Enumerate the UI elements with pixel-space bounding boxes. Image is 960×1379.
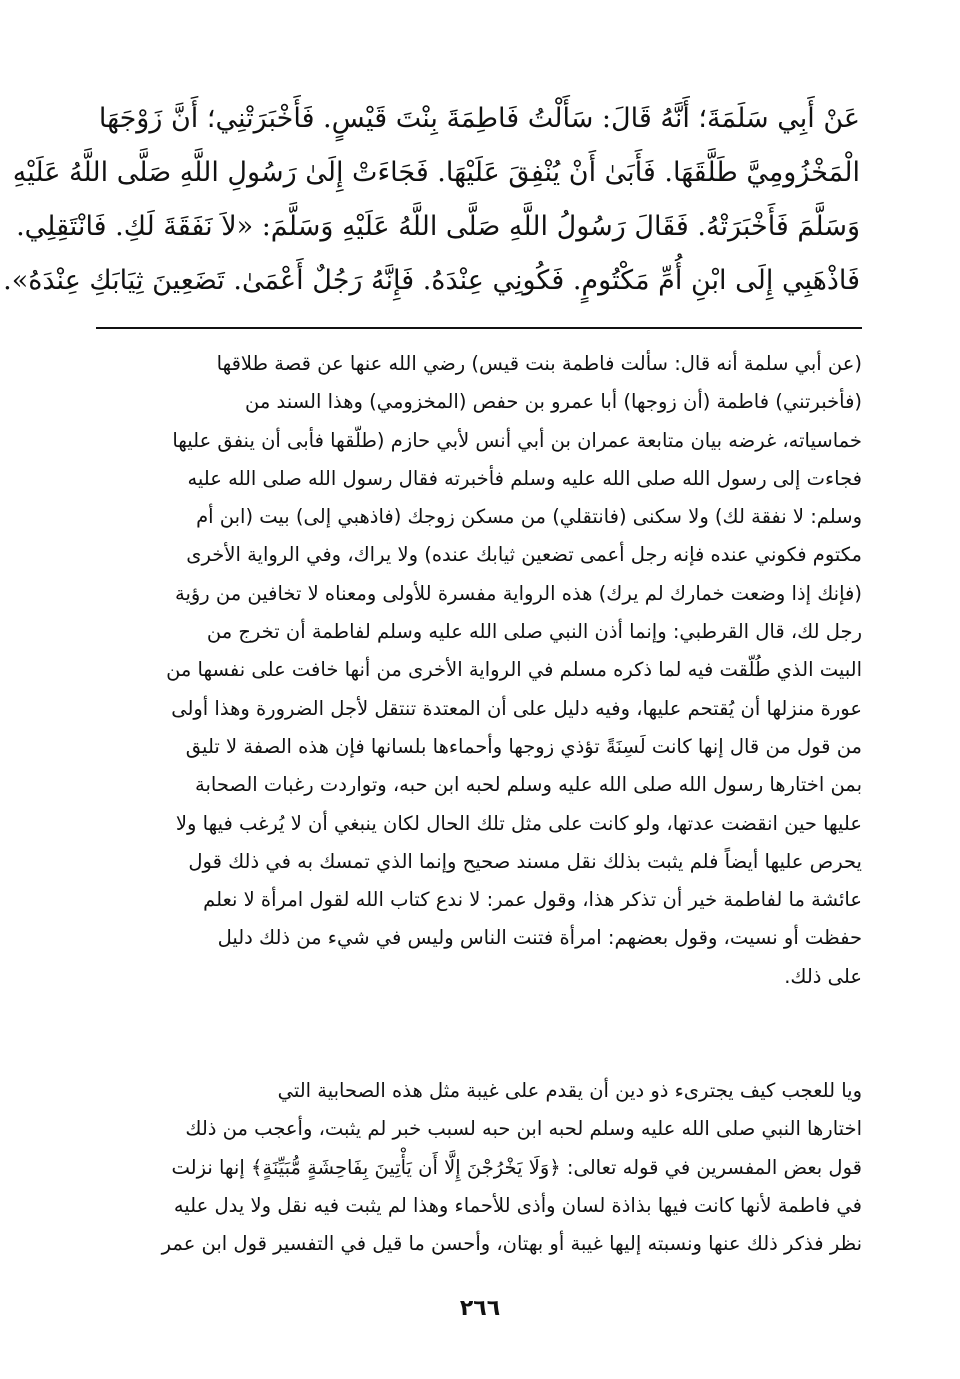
- page-number: ٢٦٦: [459, 1296, 501, 1321]
- commentary-line: من قول من قال إنها كانت لَسِنَةً تؤذي زوجها وأحماءها بلسانها فإن هذه الصفة لا تليق: [185, 734, 862, 758]
- commentary-line: مكتوم فكوني عنده فإنه رجل أعمى تضعين ثيابك عنده) ولا يراك، وفي الرواية الأخرى: [186, 543, 862, 567]
- hadith-line: وَسَلَّمَ فَأَخْبَرَتْهُ. فَقَالَ رَسُولُ اللَّهِ صَلَّى اللَّهُ عَلَيْهِ وَسَلَّمَ: «لاَ نَفَقَةَ لَكِ. فَانْتَقِلِي.: [16, 211, 860, 242]
- commentary-line: البيت الذي طُلّقت فيه لما ذكره مسلم في الرواية الأخرى من أنها خافت على نفسها من: [166, 658, 862, 682]
- hadith-line: الْمَخْزُومِيَّ طَلَّقَهَا. فَأَبَىٰ أَنْ يُنْفِقَ عَلَيْهَا. فَجَاءَتْ إِلَىٰ رَسُولِ اللَّهِ صَلَّى اللَّهُ عَلَيْهِ: [12, 157, 860, 188]
- commentary-line: خماسياته، غرضه بيان متابعة عمران بن أبي أنس لأبي حازم (طلّقها فأبى أن ينفق عليها: [172, 428, 862, 452]
- commentary-line: فجاءت إلى رسول الله صلى الله عليه وسلم فأخبرته فقال رسول الله صلى الله عليه: [187, 466, 862, 490]
- commentary-line: (فأخبرتني) فاطمة (أن زوجها) أبا عمرو بن حفص (المخزومي) وهذا السند من: [245, 390, 862, 414]
- commentary-line: حفظت أو نسيت، وقول بعضهم: امرأة فتنت الناس وليس في شيء من ذلك دليل: [217, 926, 862, 950]
- hadith-line: فَاذْهَبِي إِلَى ابْنِ أُمِّ مَكْتُومٍ. فَكُونِي عِنْدَهُ. فَإِنَّهُ رَجُلٌ أَعْمَىٰ. تَضَعِينَ ثِيَابَكِ عِنْدَهُ».: [3, 265, 860, 296]
- closing-line: اختارها النبي صلى الله عليه وسلم لحبه ابن حبه لسبب خبر لم يثبت، وأعجب من ذلك: [185, 1117, 862, 1141]
- closing-line: ويا للعجب كيف يجترىء ذو دين أن يقدم على غيبة مثل هذه الصحابية التي: [277, 1079, 862, 1102]
- commentary-line: (عن أبي سلمة أنه قال: سألت فاطمة بنت قيس) رضي الله عنها عن قصة طلاقها: [216, 352, 862, 375]
- hadith-line: عَنْ أَبِي سَلَمَةَ؛ أَنَّهُ قَالَ: سَأَلْتُ فَاطِمَةَ بِنْتَ قَيْسٍ. فَأَخْبَرَتْنِي؛ أَنَّ زَوْجَهَا: [98, 103, 860, 134]
- commentary-line: رجل لك، قال القرطبي: وإنما أذن النبي صلى الله عليه وسلم لفاطمة أن تخرج من: [206, 620, 862, 644]
- commentary-text: [96, 345, 862, 996]
- commentary-line: يحرص عليها أيضاً فلم يثبت بذلك نقل مسند صحيح وإنما الذي تمسك به في ذلك قول: [188, 849, 862, 873]
- commentary-line: (فإنك إذا وضعت خمارك لم يرك) هذه الرواية مفسرة للأولى ومعناه لا تخافين من رؤية: [175, 581, 862, 605]
- commentary-line: وسلم: لا نفقة لك) ولا سكنى (فانتقلي) من مسكن زوجك (فاذهبي إلى) بيت (ابن أم: [196, 505, 862, 529]
- closing-line: قول بعض المفسرين في قوله تعالى: ﴿وَلَا يَخْرُجْنَ إِلَّا أَن يَأْتِينَ بِفَاحِشَةٍ مُّبَيِّنَةٍ﴾ إنها نزلت: [171, 1155, 862, 1179]
- commentary-line: عائشة ما لفاطمة خير أن تذكر هذا، وقول عمر: لا ندع كتاب الله لقول امرأة لا نعلم: [203, 888, 862, 912]
- closing-line: نظر فذكر ذلك عنها ونسبته إليها غيبة أو بهتان، وأحسن ما قيل في التفسير قول ابن عمر: [161, 1232, 862, 1256]
- commentary-line: بمن اختارها رسول الله صلى الله عليه وسلم لحبه ابن حبه، وتواردت رغبات الصحابة: [195, 773, 862, 797]
- hadith-text: [3, 92, 860, 308]
- closing-line: في فاطمة لأنها كانت فيها بذاذة لسان وأذى للأحماء وهذا لم يثبت فيه نقل ولا يدل عليه: [173, 1193, 862, 1217]
- closing-paragraph: [96, 1072, 862, 1263]
- commentary-line: عورة منزلها أن يُقتحم عليها، وفيه دليل على أن المعتدة تنتقل لأجل الضرورة وهذا أولى: [171, 696, 862, 720]
- section-divider: [96, 327, 862, 329]
- commentary-line: عليها حين انقضت عدتها، ولو كانت على مثل تلك الحال لكان ينبغي أن لا يُرغب فيها ولا: [175, 811, 862, 835]
- commentary-line: على ذلك.: [784, 964, 862, 988]
